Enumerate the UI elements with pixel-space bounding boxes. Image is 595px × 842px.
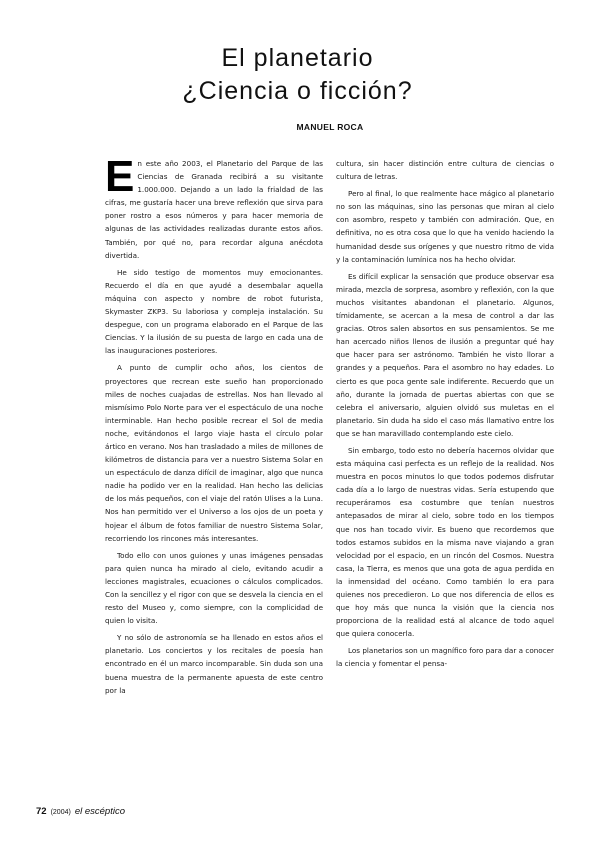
paragraph-text: n este año 2003, el Planetario del Parque de las Ciencias de Granada recibirá a su visitante 1.000.000. Dejando a un lado la frialdad de las cifras, me gustaría hacer una breve reflexión que sirva para poner rostro a esos números y para hacer memoria de algunas de las actividades realizadas durante estos años. También, por qué no, para recordar alguna anécdota divertida. — [105, 159, 323, 260]
magazine-name: el escéptico — [74, 806, 125, 817]
left-column — [105, 152, 323, 701]
paragraph: Es difícil explicar la sensación que produce observar esa mirada, mezcla de sorpresa, asombro y reflexión, con la que muchos visitantes abandonan el planetario. Algunos, tímidamente, se acercan a la mesa de control a dar las gracias. Otros salen absortos en sus pensamientos. Se me han acercado niños llenos de ilusión a preguntar qué hay que hacer para ser astrónomo. También he visto llorar a grandes y a pequeños. Para el asombro no hay edades. Lo cierto es que poca gente sale indiferente. Recuerdo que un año, durante la jornada de puertas abiertas con que se celebra el aniversario, alguien olvidó sus muletas en el planetario. Sin duda ha sido el caso más llamativo entre los que se han maravillado contemplando este cielo. — [336, 271, 554, 438]
article-title — [0, 42, 595, 108]
paragraph: Todo ello con unos guiones y unas imágenes pensadas para quien nunca ha mirado al cielo, evitando acudir a lecciones magistrales, ecuaciones o cálculos complicados. Con la sencillez y el rigor con que se desvela la ciencia en el resto del Museo y, como siempre, con la complicidad de quien lo visita. — [105, 550, 323, 626]
paragraph: He sido testigo de momentos muy emocionantes. Recuerdo el día en que ayudé a desembalar aquella máquina con aspecto y nombre de robot futurista, Skymaster ZKP3. Su laboriosa y compleja instalación. Su despegue, con un programa elaborado en el Parque de las Ciencias. Y la ilusión de su puesta de largo en cada una de las inauguraciones posteriores. — [105, 267, 323, 356]
right-column — [336, 157, 554, 675]
paragraph: Pero al final, lo que realmente hace mágico al planetario no son las máquinas, sino las personas que miran al cielo con asombro, respeto y también con admiración. Que, en definitiva, no es otra cosa que lo que ha venido haciendo la humanidad desde sus orígenes y que nuestro ritmo de vida y la contaminación lumínica nos ha hecho olvidar. — [336, 189, 554, 264]
paragraph: Sin embargo, todo esto no debería hacernos olvidar que esta máquina casi perfecta es un reflejo de la realidad. Nos muestra en pocos minutos lo que todos podemos disfrutar cada día a lo largo de nuestras vidas. Sería estupendo que recuperáramos esa costumbre que tenían nuestros antepasados de mirar al cielo, sobre todo en los tiempos que nos han tocado vivir. Es bueno que recordemos que todos estamos subidos en la misma nave viajando a gran velocidad por el espacio, en un rincón del Cosmos. Nuestra casa, la Tierra, es menos que una gota de agua perdida en la inmensidad del océano. Como también lo era para quienes nos precedieron. Lo que nos diferencia de ellos es que hoy más que nunca la visión que la ciencia nos proporciona de la realidad está al alcance de todo aquel que quiera conocerla. — [336, 445, 554, 639]
page-number: 72 — [36, 806, 47, 817]
paragraph: cultura, sin hacer distinción entre cultura de ciencias o cultura de letras. — [336, 159, 554, 182]
author-byline: MANUEL ROCA — [296, 122, 364, 132]
paragraph — [105, 152, 323, 262]
issue-year: (2004) — [50, 809, 71, 816]
page-footer — [36, 806, 125, 817]
paragraph: Y no sólo de astronomía se ha llenado en estos años el planetario. Los conciertos y los recitales de poesía han encontrado en él un marco incomparable. Sin duda son una buena muestra de la permanente apuesta de este centro por la — [105, 633, 323, 695]
paragraph: A punto de cumplir ocho años, los cientos de proyectores que recrean este sueño han proporcionado miles de noches cuajadas de estrellas. Nos han llevado al mismísimo Polo Norte para ver el espectáculo de una noche interminable. Han hecho posible recrear el Sol de media noche, evitándonos el largo viaje hasta el círculo polar ártico en verano. Nos han trasladado a miles de millones de kilómetros de distancia para ver a nuestro Sistema Solar en un espectáculo de danza difícil de imaginar, algo que nunca nadie ha podido ver en la realidad. Han hecho las delicias de los más pequeños, con el viaje del ratón Ulises a la Luna. Nos han permitido ver el Universo a los ojos de un poeta y hojear el álbum de fotos familiar de nuestro Sistema Solar, recorriendo los rincones más interesantes. — [105, 363, 323, 543]
drop-cap: E — [105, 152, 135, 201]
paragraph: Los planetarios son un magnífico foro para dar a conocer la ciencia y fomentar el pensa- — [336, 646, 554, 669]
title-line-2: ¿Ciencia o ficción? — [182, 77, 413, 105]
title-line-1: El planetario — [221, 44, 374, 72]
